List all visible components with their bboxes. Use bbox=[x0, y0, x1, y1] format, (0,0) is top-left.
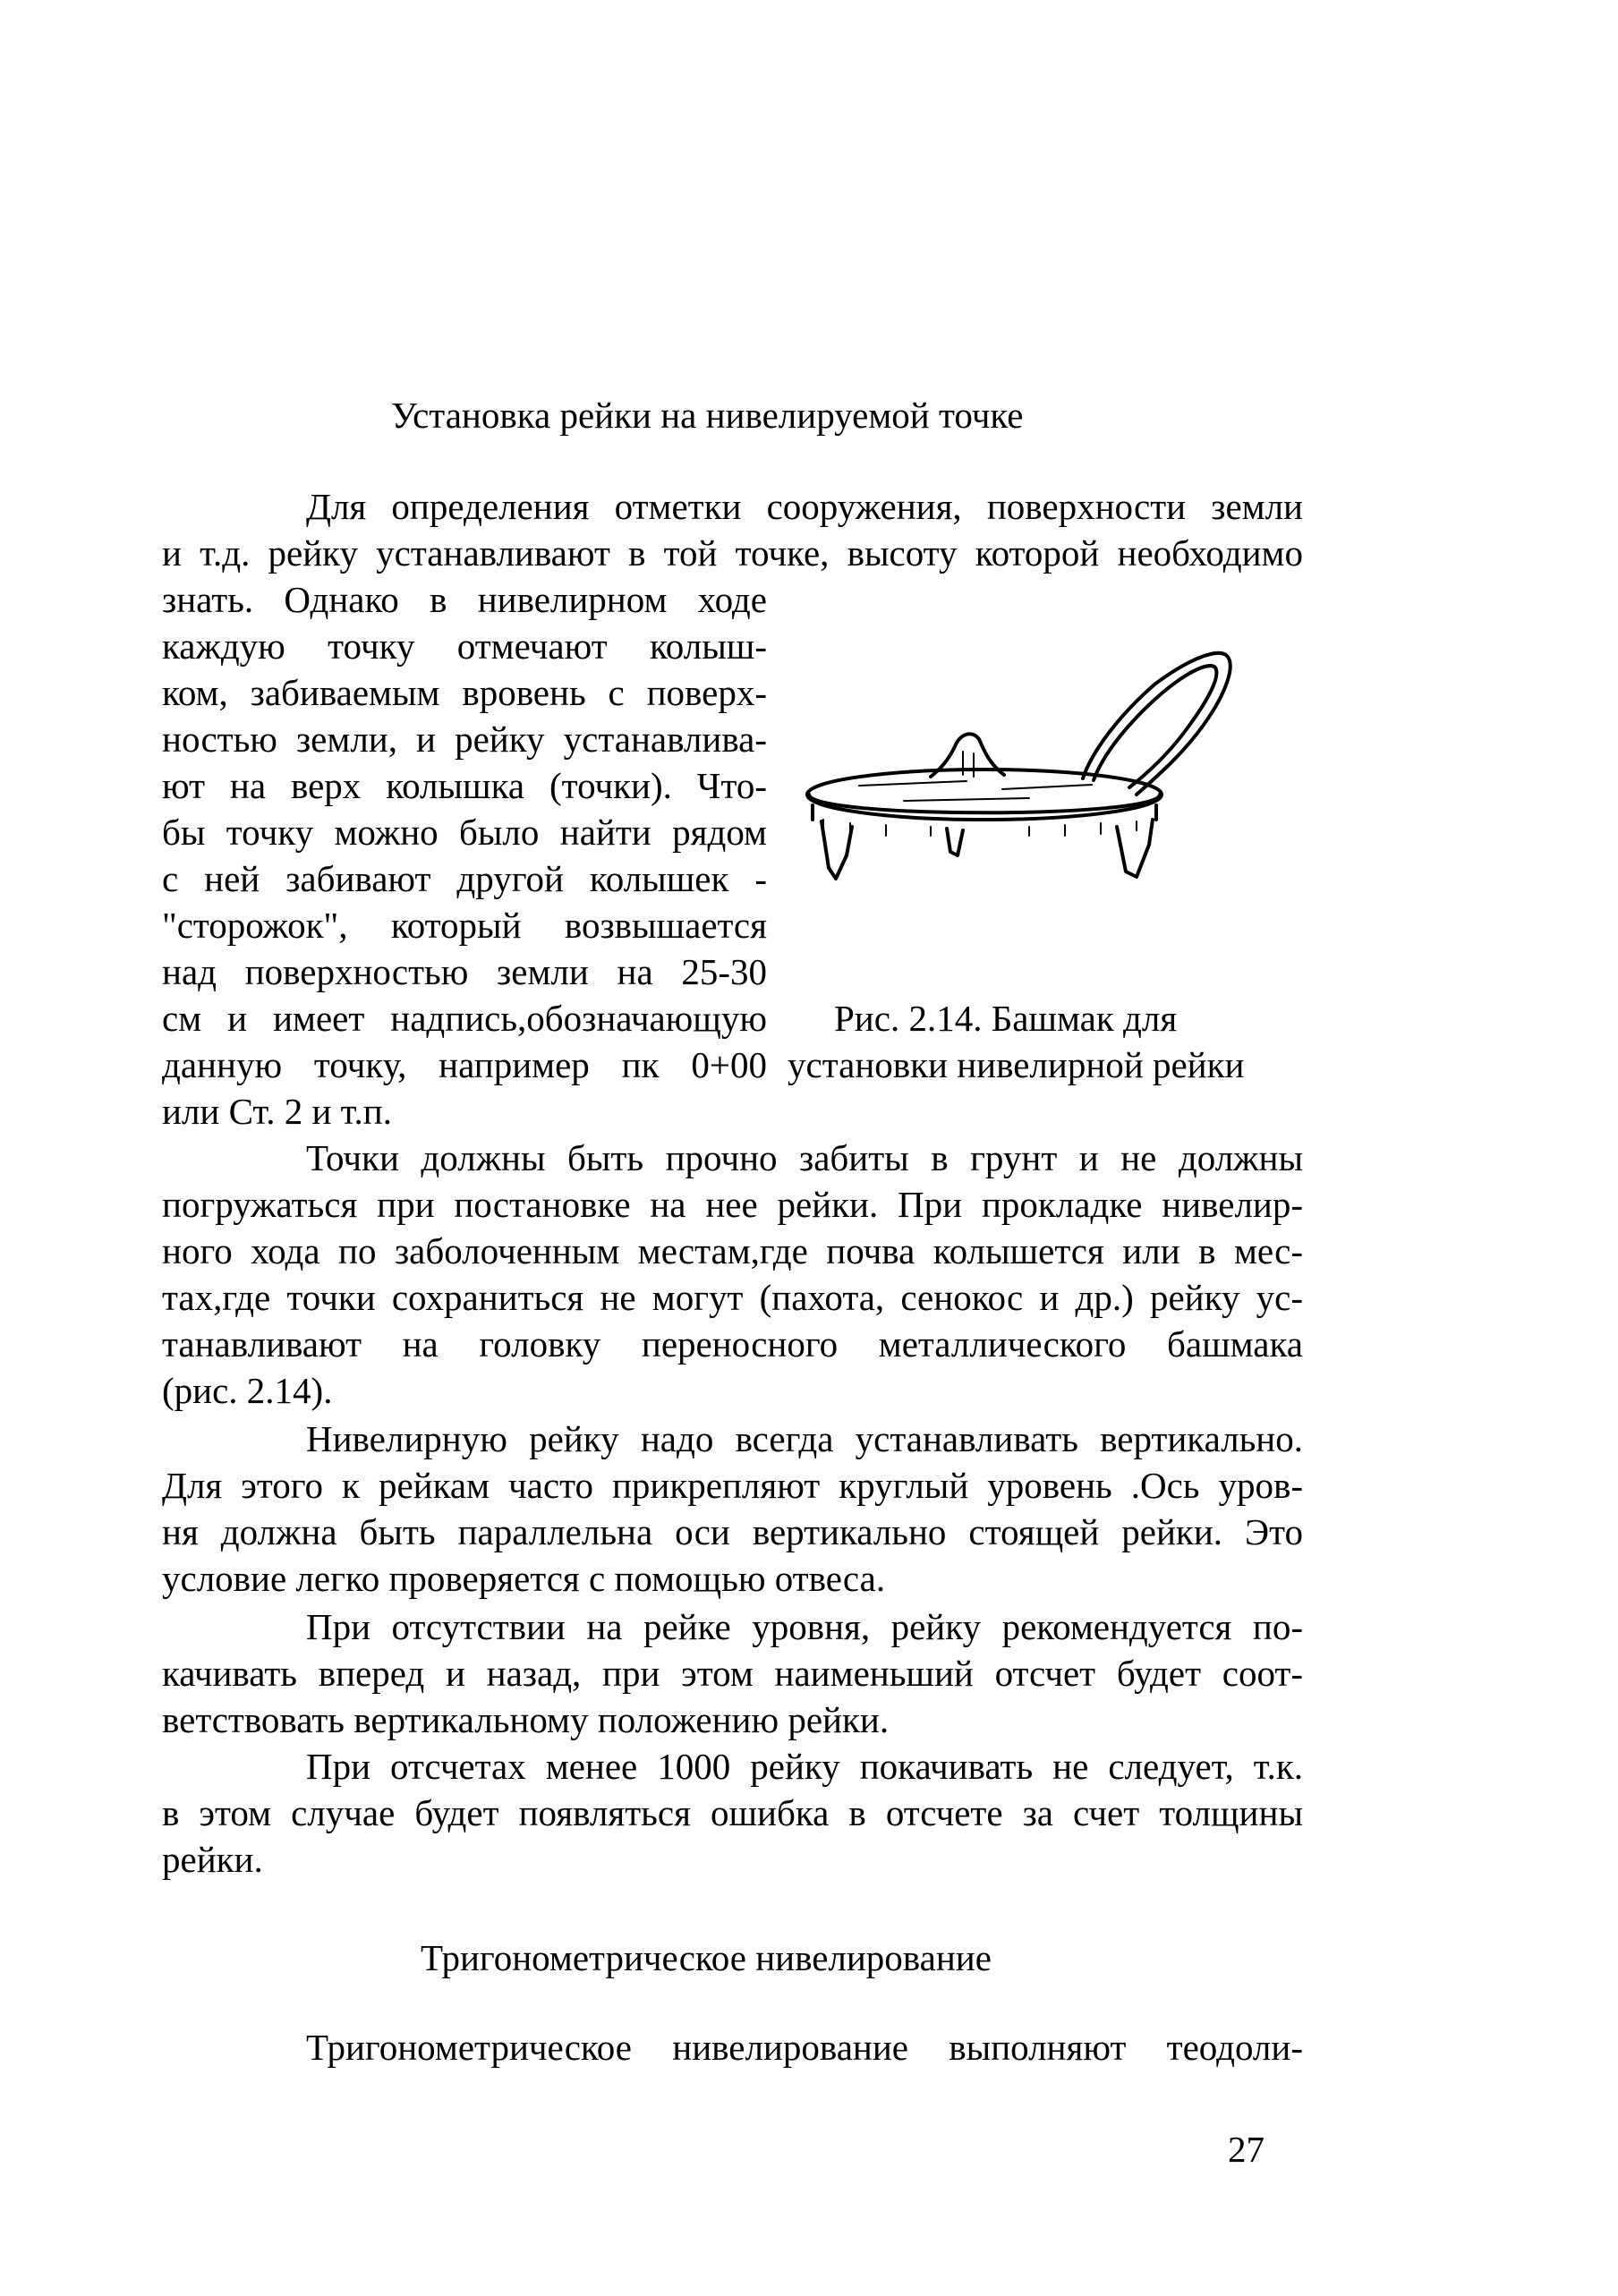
section-title: Тригонометрическое нивелирование bbox=[421, 1937, 992, 1978]
paragraph-line: с ней забивают другой колышек - bbox=[162, 858, 767, 899]
paragraph-line: и т.д. рейку устанавливают в той точке, высоту которой необходимо bbox=[162, 532, 1303, 574]
paragraph-line: ностью земли, и рейку устанавлива- bbox=[162, 719, 767, 760]
paragraph-line: каждую точку отмечают колыш- bbox=[162, 625, 767, 667]
paragraph-line: ного хода по заболоченным местам,где почва колышется или в мес- bbox=[162, 1230, 1303, 1271]
paragraph-line: данную точку, например пк 0+00 bbox=[162, 1044, 767, 1085]
paragraph-line: условие легко проверяется с помощью отвеса. bbox=[162, 1558, 886, 1599]
paragraph-line: "сторожок", который возвышается bbox=[162, 905, 767, 946]
paragraph-line: знать. Однако в нивелирном ходе bbox=[162, 579, 767, 620]
paragraph-line: При отсчетах менее 1000 рейку покачивать не следует, т.к. bbox=[306, 1746, 1303, 1787]
page-number: 27 bbox=[1228, 2129, 1265, 2170]
paragraph-line: Для этого к рейкам часто прикрепляют круглый уровень .Ось уров- bbox=[162, 1465, 1303, 1506]
paragraph-line: Тригонометрическое нивелирование выполняют теодоли- bbox=[306, 2027, 1303, 2068]
paragraph-line: ветствовать вертикальному положению рейки. bbox=[162, 1699, 890, 1740]
paragraph-line: качивать вперед и назад, при этом наименьший отсчет будет соот- bbox=[162, 1653, 1303, 1694]
paragraph-line: Для определения отметки сооружения, поверхности земли bbox=[306, 486, 1303, 527]
paragraph-line: Точки должны быть прочно забиты в грунт и не должны bbox=[306, 1137, 1303, 1178]
paragraph-line: Нивелирную рейку надо всегда устанавливать вертикально. bbox=[306, 1418, 1303, 1459]
paragraph-line: над поверхностью земли на 25-30 bbox=[162, 951, 767, 992]
paragraph-line: танавливают на головку переносного металлического башмака bbox=[162, 1323, 1303, 1365]
paragraph-line: При отсутствии на рейке уровня, рейку рекомендуется по- bbox=[306, 1606, 1303, 1647]
paragraph-line: (рис. 2.14). bbox=[162, 1370, 333, 1411]
section-title: Установка рейки на нивелируемой точке bbox=[391, 395, 1024, 436]
paragraph-line: ня должна быть параллельна оси вертикально стоящей рейки. Это bbox=[162, 1511, 1303, 1552]
paragraph-line: в этом случае будет появляться ошибка в отсчете за счет толщины bbox=[162, 1792, 1303, 1833]
paragraph-line: ком, забиваемым вровень с поверх- bbox=[162, 672, 767, 713]
paragraph-line: см и имеет надпись,обозначающую bbox=[162, 998, 767, 1039]
paragraph-line: ют на верх колышка (точки). Что- bbox=[162, 765, 767, 806]
leveling-shoe-illustration bbox=[796, 644, 1244, 913]
figure-caption-line1: Рис. 2.14. Башмак для bbox=[834, 998, 1178, 1039]
figure-caption-line2: установки нивелирной рейки bbox=[788, 1044, 1245, 1085]
paragraph-line: или Ст. 2 и т.п. bbox=[162, 1091, 392, 1132]
paragraph-line: погружаться при постановке на нее рейки. При прокладке нивелир- bbox=[162, 1184, 1303, 1225]
paragraph-line: бы точку можно было найти рядом bbox=[162, 812, 767, 853]
paragraph-line: рейки. bbox=[162, 1839, 263, 1880]
paragraph-line: тах,где точки сохраниться не могут (пахота, сенокос и др.) рейку ус- bbox=[162, 1277, 1303, 1318]
